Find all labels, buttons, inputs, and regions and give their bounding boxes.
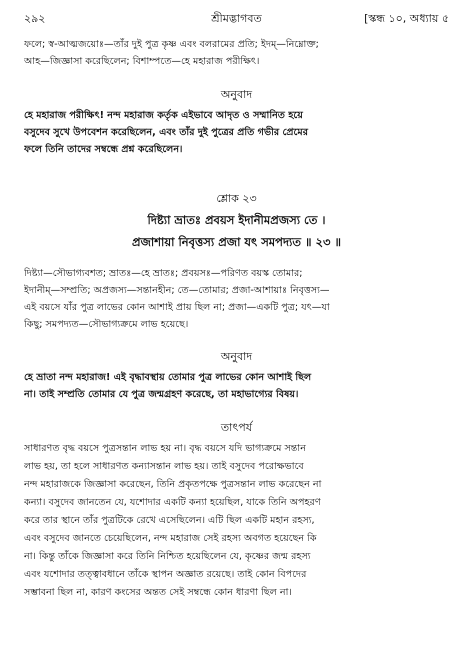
translation-heading: অনুবাদ	[220, 350, 253, 363]
translation-line: হে মহারাজ পরীক্ষিৎ! নন্দ মহারাজ কর্তৃক এইভাবে আদৃত ও সম্মানিত হয়ে	[24, 110, 303, 121]
word-meaning-line: দিষ্ট্যা—সৌভাগ্যবশত; ভ্রাতঃ—হে ভ্রাতঃ; প্রবয়সঃ—পরিণত বয়স্ক তোমার;	[24, 268, 303, 279]
purport-heading: তাৎপর্য	[220, 421, 253, 434]
purport-line: সাধারণত বৃদ্ধ বয়সে পুত্রসন্তান লাভ হয় না। বৃদ্ধ বয়সে যদি ভাগ্যক্রমে সন্তান	[24, 443, 306, 454]
word-meaning-line: কিছু; সমপদ্যত—সৌভাগ্যক্রমে লাভ হয়েছে।	[24, 319, 189, 330]
purport-line: নন্দ মহারাজকে জিজ্ঞাসা করেছেন, তিনি প্রকৃতপক্ষে পুত্রসন্তান লাভ করেছেন না	[24, 479, 322, 490]
translation-line: না। তাই সম্প্রতি তোমার যে পুত্র জন্মগ্রহণ করেছে, তা মহাভাগ্যের বিষয়।	[24, 389, 299, 400]
word-meaning-line: আহ—জিজ্ঞাসা করেছিলেন; বিশাম্পতে—হে মহারাজ পরীক্ষিৎ।	[24, 56, 260, 67]
purport-line: এবং যশোদার তত্ত্বাবধানে তাঁকে স্থাপন অজ্ঞাত রয়েছে। তাই কোন বিপদের	[24, 569, 307, 580]
chapter-reference: [স্কন্ধ ১০, অধ্যায় ৫	[364, 12, 449, 25]
verse-line: প্রজাশায়া নিবৃত্তস্য প্রজা যৎ সমপদ্যত ॥ ২৩ ॥	[132, 235, 341, 249]
word-meaning-line: ইদানীম্—সম্প্রতি; অপ্রজস্য—সন্তানহীন; তে—তোমার; প্রজা-আশায়াঃ নিবৃত্তস্য—	[24, 285, 330, 296]
page-header	[24, 10, 449, 28]
translation-line: বসুদেব সুখে উপবেশন করেছিলেন, এবং তাঁর দুই পুত্রের প্রতি গভীর প্রেমের	[24, 127, 308, 138]
verse-heading: শ্লোক ২৩	[216, 192, 257, 205]
translation-heading: অনুবাদ	[220, 88, 253, 101]
page-number: ২৯২	[24, 12, 46, 25]
translation-line: ফলে তিনি তাদের সম্বন্ধে প্রশ্ন করেছিলেন।	[24, 144, 183, 155]
word-meaning-line: ফলে; স্ব-আত্মজয়োঃ—তাঁর দুই পুত্র কৃষ্ণ এবং বলরামের প্রতি; ইদম্—নিম্নোক্ত;	[24, 39, 319, 50]
book-title: শ্রীমদ্ভাগবত	[211, 12, 262, 25]
translation-line: হে ভ্রাতা নন্দ মহারাজ! এই বৃদ্ধাবস্থায় তোমার পুত্র লাভের কোন আশাই ছিল	[24, 372, 312, 383]
verse-line: দিষ্ট্যা ভ্রাতঃ প্রবয়স ইদানীমপ্রজস্য তে ।	[147, 213, 326, 227]
purport-line: সম্ভাবনা ছিল না, কারণ কংসের অন্তত সেই সম্বন্ধে কোন ধারণা ছিল না।	[24, 587, 292, 598]
word-meaning-line: এই বয়সে যাঁর পুত্র লাভের কোন আশাই প্রায় ছিল না; প্রজা—একটি পুত্র; যৎ—যা	[24, 302, 330, 313]
purport-line: কন্যা। বসুদেব জানতেন যে, যশোদার একটি কন্যা হয়েছিল, যাকে তিনি অপহরণ	[24, 497, 321, 508]
purport-line: লাভ হয়, তা হলে সাধারণত কন্যাসন্তান লাভ হয়। তাই বসুদেব পরোক্ষভাবে	[24, 461, 304, 472]
purport-line: করে তার স্থানে তাঁর পুত্রটিকে রেখে এসেছিলেন। এটি ছিল একটি মহান রহস্য,	[24, 515, 315, 526]
purport-line: না। কিন্তু তাঁকে জিজ্ঞাসা করে তিনি নিশ্চিত হয়েছিলেন যে, কৃষ্ণের জন্ম রহস্য	[24, 551, 311, 562]
purport-line: এবং বসুদেব জানতে চেয়েছিলেন, নন্দ মহারাজ সেই রহস্য অবগত হয়েছেন কি	[24, 533, 317, 544]
